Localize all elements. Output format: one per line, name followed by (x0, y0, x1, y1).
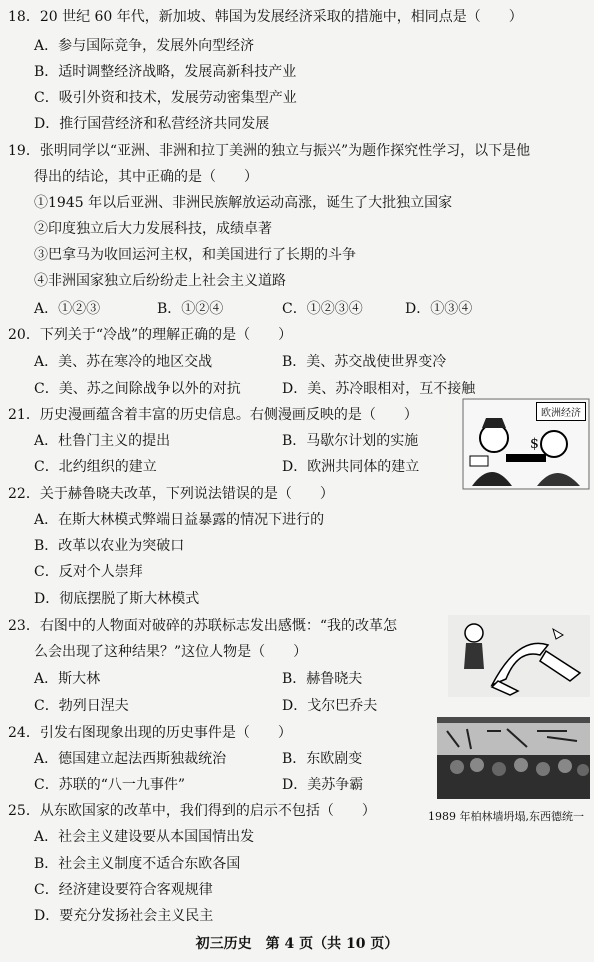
q25-option-a: A．社会主义建设要从本国国情出发 (34, 829, 255, 845)
q20-option-b: B．美、苏交战使世界变冷 (282, 354, 447, 370)
q23-option-b: B．赫鲁晓夫 (282, 671, 363, 687)
q24-option-c: C．苏联的“八一九事件” (34, 777, 186, 793)
q18-option-c: C．吸引外资和技术，发展劳动密集型产业 (34, 90, 297, 106)
q24-option-d: D．美苏争霸 (282, 777, 364, 793)
q20-option-a: A．美、苏在寒冷的地区交战 (34, 354, 213, 370)
q19-stem-line2: 得出的结论，其中正确的是（ ） (34, 169, 258, 185)
q25-option-c: C．经济建设要符合客观规律 (34, 882, 213, 898)
q19-option-c: C．①②③④ (282, 301, 363, 317)
svg-text:$: $ (530, 436, 539, 452)
berlin-wall-photo (437, 717, 590, 799)
q19-statement-4: ④非洲国家独立后纷纷走上社会主义道路 (34, 273, 286, 289)
q22-option-d: D．彻底摆脱了斯大林模式 (34, 591, 200, 607)
q21-option-b: B．马歇尔计划的实施 (282, 433, 419, 449)
q19-statement-3: ③巴拿马为收回运河主权，和美国进行了长期的斗争 (34, 247, 356, 263)
q24-option-b: B．东欧剧变 (282, 751, 363, 767)
q20-option-d: D．美、苏冷眼相对，互不接触 (282, 381, 476, 397)
q18-stem: 18．20 世纪 60 年代，新加坡、韩国为发展经济采取的措施中，相同点是（ ） (8, 9, 523, 25)
q23-option-c: C．勃列日涅夫 (34, 698, 129, 714)
q24-stem: 24．引发右图现象出现的历史事件是（ ） (8, 725, 292, 741)
q20-option-c: C．美、苏之间除战争以外的对抗 (34, 381, 241, 397)
q22-option-a: A．在斯大林模式弊端日益暴露的情况下进行的 (34, 512, 325, 528)
q25-option-b: B．社会主义制度不适合东欧各国 (34, 856, 241, 872)
marshall-plan-cartoon (462, 398, 590, 490)
q23-option-a: A．斯大林 (34, 671, 101, 687)
q18-option-b: B．适时调整经济战略，发展高新科技产业 (34, 64, 297, 80)
q25-option-d: D．要充分发扬社会主义民主 (34, 908, 214, 924)
q25-stem: 25．从东欧国家的改革中，我们得到的启示不包括（ ） (8, 803, 376, 819)
q24-option-a: A．德国建立起法西斯独裁统治 (34, 751, 227, 767)
q21-stem: 21．历史漫画蕴含着丰富的历史信息。右侧漫画反映的是（ ） (8, 407, 418, 423)
q23-option-d: D．戈尔巴乔夫 (282, 698, 378, 714)
q21-option-a: A．杜鲁门主义的提出 (34, 433, 171, 449)
photo-caption: 1989 年柏林墙坍塌,东西德统一 (428, 810, 584, 823)
q22-stem: 22．关于赫鲁晓夫改革，下列说法错误的是（ ） (8, 486, 334, 502)
q21-option-c: C．北约组织的建立 (34, 459, 157, 475)
q20-stem: 20．下列关于“冷战”的理解正确的是（ ） (8, 327, 293, 343)
q19-option-a: A．①②③ (34, 301, 101, 317)
q19-option-b: B．①②④ (157, 301, 224, 317)
q23-stem-line2: 么会出现了这种结果？”这位人物是（ ） (34, 644, 308, 660)
q19-option-d: D．①③④ (405, 301, 473, 317)
q22-option-c: C．反对个人崇拜 (34, 564, 143, 580)
q19-statement-1: ①1945 年以后亚洲、非洲民族解放运动高涨，诞生了大批独立国家 (34, 195, 453, 211)
q21-option-d: D．欧洲共同体的建立 (282, 459, 420, 475)
page-footer: 初三历史 第 4 页（共 10 页） (195, 936, 399, 952)
q19-statement-2: ②印度独立后大力发展科技，成绩卓著 (34, 221, 272, 237)
q23-stem-line1: 23．右图中的人物面对破碎的苏联标志发出感慨：“我的改革怎 (8, 618, 397, 634)
gorbachev-cartoon (448, 615, 590, 697)
q19-stem-line1: 19．张明同学以“亚洲、非洲和拉丁美洲的独立与振兴”为题作探究性学习，以下是他 (8, 143, 531, 159)
cartoon-label: 欧洲经济 (536, 402, 586, 421)
q22-option-b: B．改革以农业为突破口 (34, 538, 185, 554)
q18-option-d: D．推行国营经济和私营经济共同发展 (34, 116, 270, 132)
q18-option-a: A．参与国际竞争，发展外向型经济 (34, 38, 255, 54)
